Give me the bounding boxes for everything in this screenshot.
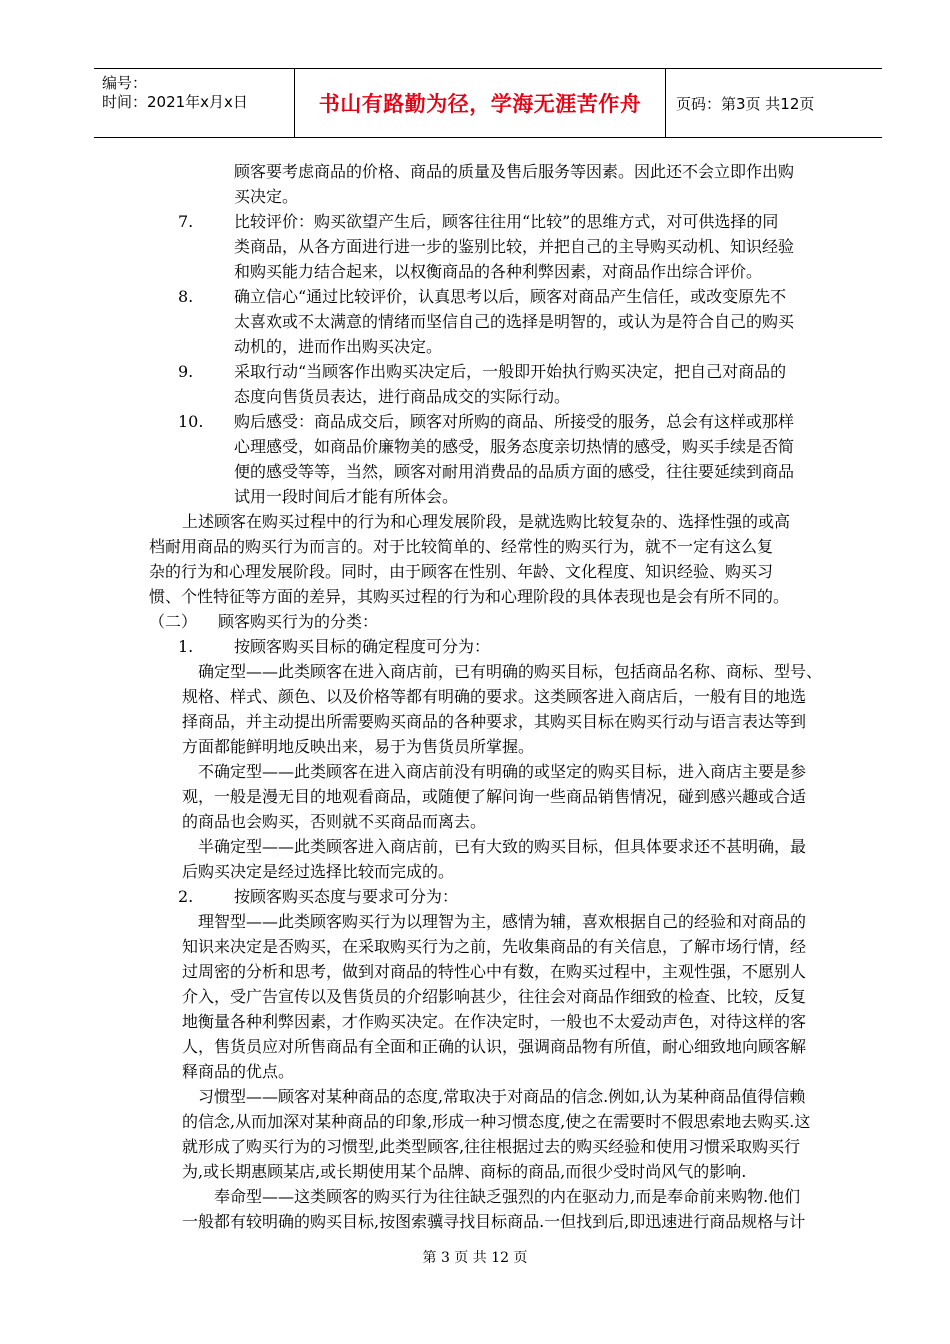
time-label: 时间：2021年x月x日 (102, 93, 248, 111)
code-label: 编号： (102, 74, 148, 92)
text-line: 档耐用商品的购买行为而言的。对于比较简单的、经常性的购买行为，就不一定有这么复 (149, 537, 774, 556)
list-number: 8. (178, 287, 194, 306)
text-line: 观，一般是漫无目的地观看商品，或随便了解问询一些商品销售情况，碰到感兴趣或合适 (182, 787, 807, 806)
text-line: 的商品也会购买，否则就不买商品而离去。 (182, 812, 487, 831)
text-line: 态度向售货员表达，进行商品成交的实际行动。 (234, 387, 571, 406)
list-number: 1. (178, 637, 194, 656)
text-line: 为,或长期惠顾某店,或长期使用某个品牌、商标的商品,而很少受时尚风气的影响. (182, 1162, 747, 1181)
text-line: 试用一段时间后才能有所体会。 (234, 487, 459, 506)
text-line: 不确定型——此类顾客在进入商店前没有明确的或坚定的购买目标，进入商店主要是参 (198, 762, 807, 781)
text-line: 释商品的优点。 (182, 1062, 295, 1081)
text-line: 过周密的分析和思考，做到对商品的特性心中有数，在购买过程中，主观性强，不愿别人 (182, 962, 807, 981)
text-line: 确定型——此类顾客在进入商店前，已有明确的购买目标，包括商品名称、商标、型号、 (198, 662, 823, 681)
text-line: 类商品，从各方面进行进一步的鉴别比较，并把自己的主导购买动机、知识经验 (234, 237, 795, 256)
text-line: 的信念,从而加深对某种商品的印象,形成一种习惯态度,使之在需要时不假思索地去购买.这 (182, 1112, 811, 1131)
text-line: 购后感受：商品成交后，顾客对所购的商品、所接受的服务，总会有这样或那样 (234, 412, 795, 431)
text-line: 杂的行为和心理发展阶段。同时，由于顾客在性别、年龄、文化程度、知识经验、购买习 (149, 562, 774, 581)
text-line: 确立信心“通过比较评价，认真思考以后，顾客对商品产生信任，或改变原先不 (234, 287, 787, 306)
header-meta-cell (94, 69, 295, 137)
text-line: 惯、个性特征等方面的差异，其购买过程的行为和心理阶段的具体表现也是会有所不同的。 (149, 587, 790, 606)
list-number: 7. (178, 212, 194, 231)
text-line: 方面都能鲜明地反映出来，易于为售货员所掌握。 (182, 737, 535, 756)
section-title: 顾客购买行为的分类： (218, 612, 379, 631)
text-line: 地衡量各种利弊因素，才作购买决定。在作决定时，一般也不太爱动声色，对待这样的客 (182, 1012, 807, 1031)
motto: 书山有路勤为径，学海无涯苦作舟 (318, 92, 642, 116)
text-line: 半确定型——此类顾客进入商店前，已有大致的购买目标，但具体要求还不甚明确，最 (198, 837, 807, 856)
text-line: 顾客要考虑商品的价格、商品的质量及售后服务等因素。因此还不会立即作出购 (234, 162, 795, 181)
page-footer: 第 3 页 共 12 页 (422, 1250, 528, 1266)
list-number: 10. (178, 412, 204, 431)
header-motto-cell (295, 69, 666, 137)
text-line: 上述顾客在购买过程中的行为和心理发展阶段，是就选购比较复杂的、选择性强的或高 (182, 512, 791, 531)
text-line: 买决定。 (234, 187, 299, 206)
header-page-cell (666, 69, 882, 137)
text-line: 介入，受广告宣传以及售货员的介绍影响甚少，往往会对商品作细致的检查、比较，反复 (182, 987, 807, 1006)
header-table (94, 68, 882, 138)
text-line: 采取行动“当顾客作出购买决定后，一般即开始执行购买决定，把自己对商品的 (234, 362, 787, 381)
text-line: 和购买能力结合起来，以权衡商品的各种利弊因素，对商品作出综合评价。 (234, 262, 763, 281)
text-line: 奉命型——这类顾客的购买行为往往缺乏强烈的内在驱动力,而是奉命前来购物.他们 (214, 1187, 801, 1206)
text-line: 理智型——此类顾客购买行为以理智为主，感情为辅，喜欢根据自己的经验和对商品的 (198, 912, 807, 931)
text-line: 心理感受，如商品价廉物美的感受，服务态度亲切热情的感受，购买手续是否简 (234, 437, 795, 456)
text-line: 比较评价：购买欲望产生后，顾客往往用“比较”的思维方式，对可供选择的同 (234, 212, 779, 231)
text-line: 择商品，并主动提出所需要购买商品的各种要求，其购买目标在购买行动与语言表达等到 (182, 712, 807, 731)
text-line: 人，售货员应对所售商品有全面和正确的认识，强调商品物有所值，耐心细致地向顾客解 (182, 1037, 807, 1056)
section-number: （二） (149, 612, 198, 631)
subsection-title: 按顾客购买目标的确定程度可分为： (234, 637, 491, 656)
list-number: 2. (178, 887, 194, 906)
text-line: 后购买决定是经过选择比较而完成的。 (182, 862, 455, 881)
text-line: 动机的，进而作出购买决定。 (234, 337, 443, 356)
text-line: 规格、样式、颜色、以及价格等都有明确的要求。这类顾客进入商店后，一般有目的地选 (182, 687, 807, 706)
text-line: 便的感受等等，当然，顾客对耐用消费品的品质方面的感受，往往要延续到商品 (234, 462, 795, 481)
subsection-title: 按顾客购买态度与要求可分为： (234, 887, 459, 906)
text-line: 知识来决定是否购买，在采取购买行为之前，先收集商品的有关信息，了解市场行情，经 (182, 937, 807, 956)
list-number: 9. (178, 362, 194, 381)
text-line: 就形成了购买行为的习惯型,此类型顾客,往往根据过去的购买经验和使用习惯采取购买行 (182, 1137, 801, 1156)
text-line: 习惯型——顾客对某种商品的态度,常取决于对商品的信念.例如,认为某种商品值得信赖 (198, 1087, 806, 1106)
text-line: 太喜欢或不太满意的情绪而坚信自己的选择是明智的，或认为是符合自己的购买 (234, 312, 795, 331)
text-line: 一般都有较明确的购买目标,按图索骥寻找目标商品.一但找到后,即迅速进行商品规格与计 (182, 1212, 806, 1231)
page-label: 页码：第3页 共12页 (676, 94, 815, 113)
